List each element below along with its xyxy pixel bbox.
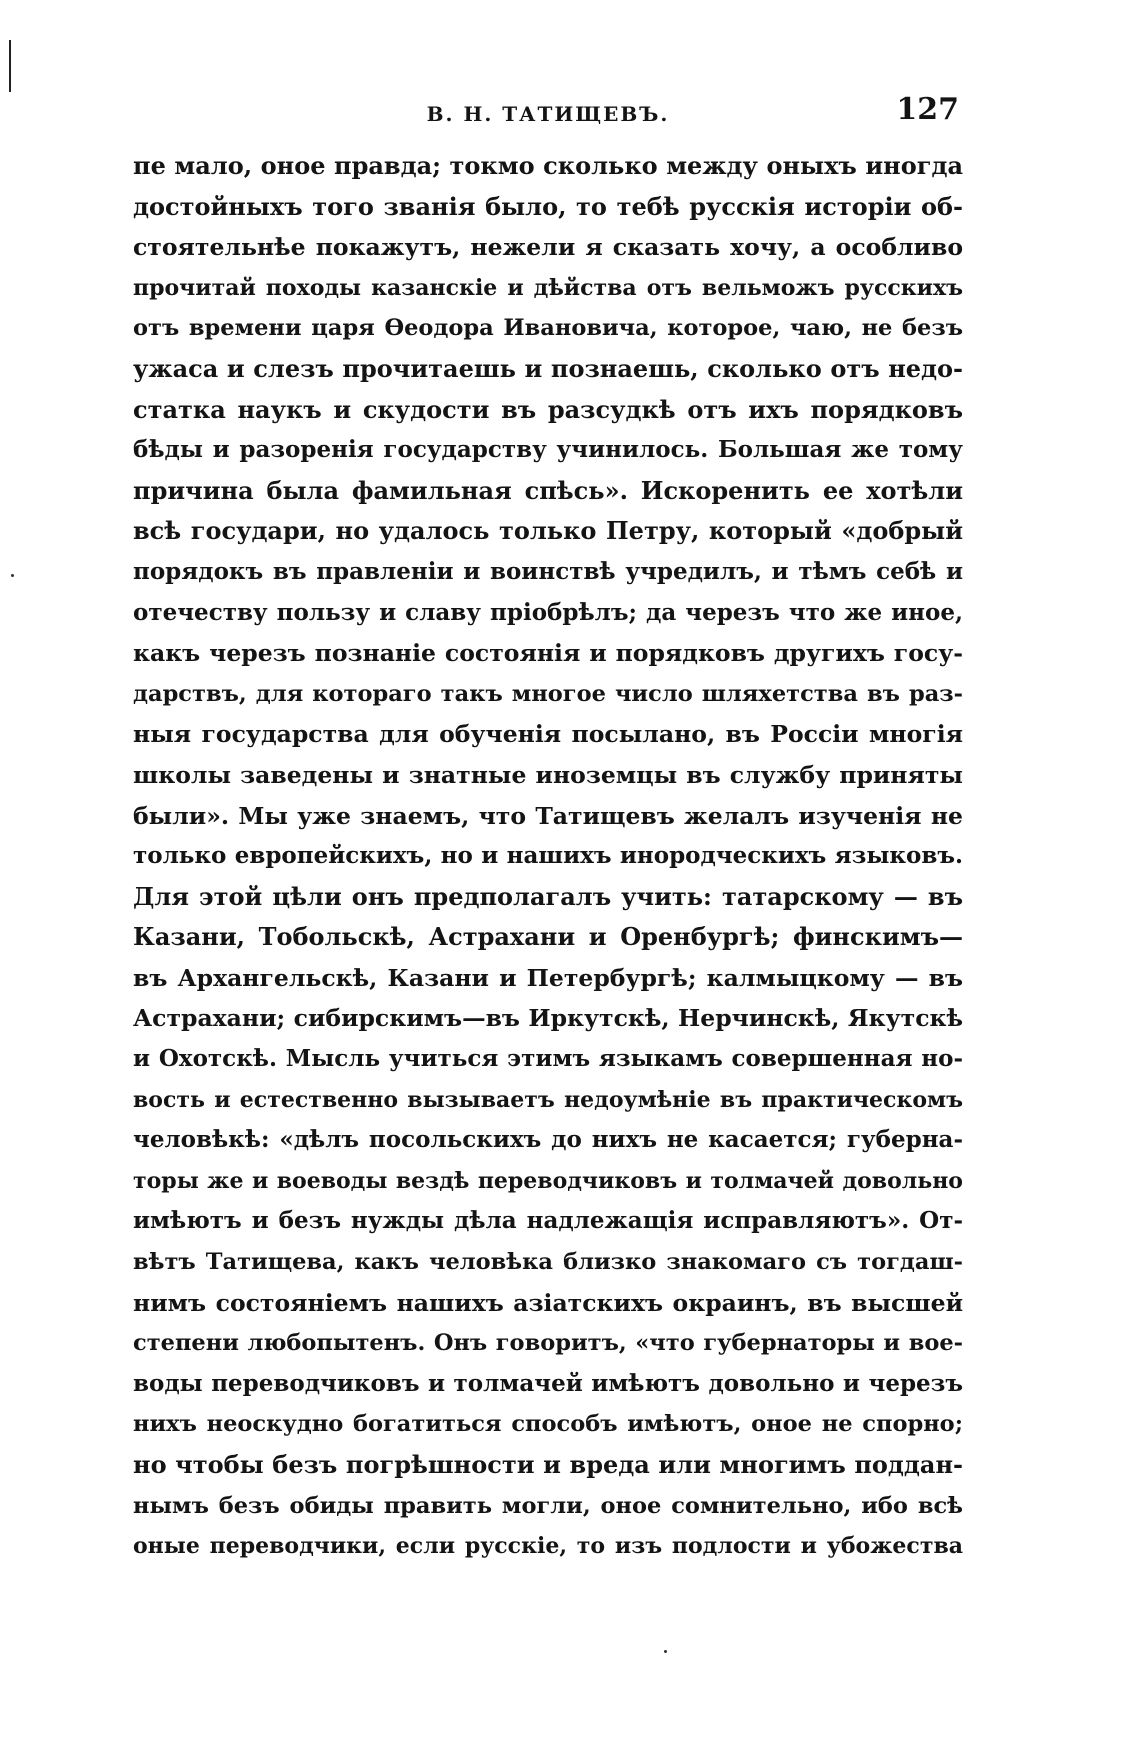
- text-line: ныя государства для обученія посылано, въ Россіи многія: [133, 720, 963, 749]
- text-line: отечеству пользу и славу пріобрѣлъ; да черезъ что же иное,: [133, 598, 963, 626]
- text-line: и Охотскѣ. Мысль учиться этимъ языкамъ совершенная но-: [133, 1045, 963, 1073]
- text-line: вѣтъ Татищева, какъ человѣка близко знакомаго съ тогдаш-: [133, 1249, 963, 1276]
- text-line: степени любопытенъ. Онъ говоритъ, «что губернаторы и вое-: [133, 1330, 963, 1357]
- text-line: бѣды и разоренія государству учинилось. Большая же тому: [133, 436, 963, 464]
- text-line: были». Мы уже знаемъ, что Татищевъ желалъ изученія не: [133, 801, 963, 830]
- text-line: школы заведены и знатные иноземцы въ службу приняты: [133, 760, 963, 789]
- text-line: Для этой цѣли онъ предполагалъ учить: татарскому — въ: [133, 881, 963, 911]
- text-line: ужаса и слезъ прочитаешь и познаешь, сколько отъ недо-: [133, 353, 963, 383]
- text-line: въ Архангельскѣ, Казани и Петербургѣ; калмыцкому — въ: [133, 963, 963, 992]
- text-line: Астрахани; сибирскимъ—въ Иркутскѣ, Нерчинскѣ, Якутскѣ: [133, 1004, 963, 1033]
- text-line: прочитай походы казанскіе и дѣйства отъ вельможъ русскихъ: [133, 274, 963, 301]
- text-line: оные переводчики, если русскіе, то изъ подлости и убожества: [133, 1533, 963, 1560]
- text-line: дарствъ, для котораго такъ многое число шляхетства въ раз-: [133, 680, 963, 707]
- text-line: причина была фамильная спѣсь». Искоренить ее хотѣли: [133, 475, 963, 505]
- text-line: но чтобы безъ погрѣшности и вреда или многимъ поддан-: [133, 1450, 963, 1479]
- text-line: только европейскихъ, но и нашихъ инородческихъ языковъ.: [133, 842, 963, 870]
- page-number: 127: [896, 92, 959, 127]
- text-line: достойныхъ того званія было, то тебѣ русскія исторіи об-: [133, 191, 963, 221]
- text-line: Казани, Тобольскѣ, Астрахани и Оренбургѣ; финскимъ—: [133, 922, 963, 952]
- text-line: вость и естественно вызываетъ недоумѣніе въ практическомъ: [133, 1086, 963, 1113]
- ink-speck: [664, 1650, 667, 1653]
- text-line: статка наукъ и скудости въ разсудкѣ отъ ихъ порядковъ: [133, 394, 963, 424]
- ink-speck: [11, 574, 14, 577]
- running-title: В. Н. ТАТИЩЕВЪ.: [426, 102, 670, 126]
- text-line: пе мало, оное правда; токмо сколько между оныхъ иногда: [133, 151, 963, 180]
- text-line: торы же и воеводы вездѣ переводчиковъ и толмачей довольно: [133, 1167, 963, 1194]
- text-line: нихъ неоскудно богатиться способъ имѣютъ, оное не спорно;: [133, 1411, 963, 1438]
- text-line: нымъ безъ обиды править могли, оное сомнительно, ибо всѣ: [133, 1492, 963, 1519]
- text-line: имѣютъ и безъ нужды дѣла надлежащія исправляютъ». От-: [133, 1207, 963, 1235]
- text-line: стоятельнѣе покажутъ, нежели я сказать хочу, а особливо: [133, 233, 963, 262]
- text-line: нимъ состояніемъ нашихъ азіатскихъ окраинъ, въ высшей: [133, 1288, 963, 1317]
- text-line: человѣкѣ: «дѣлъ посольскихъ до нихъ не касается; губерна-: [133, 1126, 963, 1154]
- text-line: всѣ государи, но удалось только Петру, который «добрый: [133, 516, 963, 546]
- text-line: отъ времени царя Ѳеодора Ивановича, которое, чаю, не безъ: [133, 315, 963, 342]
- text-line: какъ черезъ познаніе состоянія и порядковъ другихъ госу-: [133, 639, 963, 668]
- page-header: [133, 86, 963, 136]
- body-text: [133, 146, 963, 1567]
- text-line: воды переводчиковъ и толмачей имѣютъ довольно и черезъ: [133, 1369, 963, 1397]
- binding-edge-mark: [9, 40, 11, 92]
- text-line: порядокъ въ правленіи и воинствѣ учредилъ, и тѣмъ себѣ и: [133, 557, 963, 585]
